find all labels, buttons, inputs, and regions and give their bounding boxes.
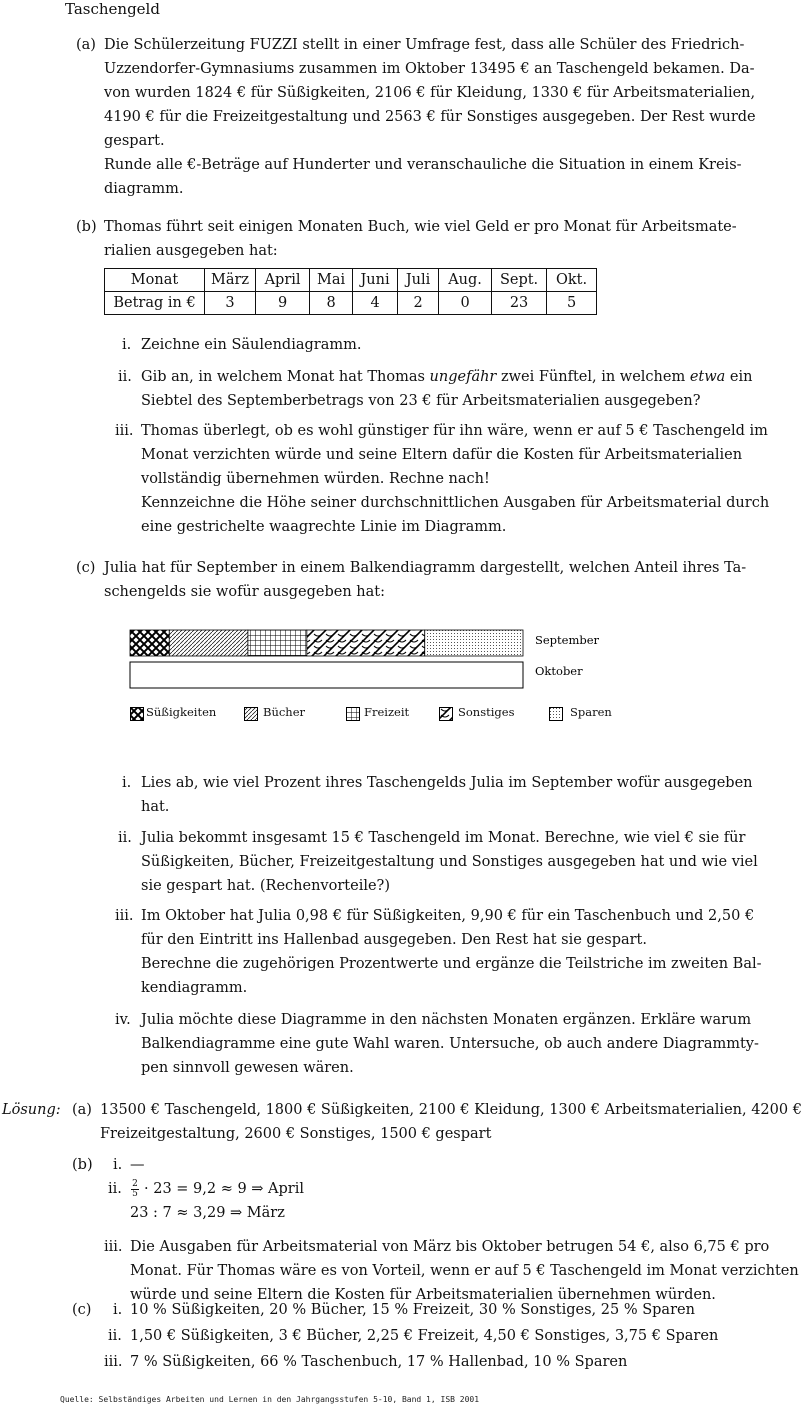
table-cell: 0 <box>439 292 492 315</box>
item-line: eine gestrichelte waagrechte Linie im Diagramm. <box>141 519 507 535</box>
item-label: i. <box>122 337 132 353</box>
fraction-denominator: 5 <box>132 1189 138 1199</box>
table-cell: 2 <box>398 292 439 315</box>
task-c-label: (c) <box>76 560 96 576</box>
solution-item-text <box>130 1235 799 1307</box>
task-b-label: (b) <box>76 219 97 235</box>
item-line: hat. <box>141 799 170 815</box>
september-bar <box>130 630 523 656</box>
task-a-line: von wurden 1824 € für Süßigkeiten, 2106 € für Kleidung, 1330 € für Arbeitsmaterialien, <box>104 85 756 101</box>
table-header-cell: Juli <box>398 269 439 292</box>
item-text-italic: etwa <box>689 369 726 385</box>
solution-item-label: iii. <box>104 1354 123 1370</box>
expense-table <box>104 268 597 315</box>
item-line: sie gespart hat. (Rechenvorteile?) <box>141 878 390 894</box>
solution-line: Monat. Für Thomas wäre es von Vorteil, wenn er auf 5 € Taschengeld im Monat verzichten <box>130 1263 799 1279</box>
task-b-line: rialien ausgegeben hat: <box>104 243 278 259</box>
solution-item-text: 1,50 € Süßigkeiten, 3 € Bücher, 2,25 € Freizeit, 4,50 € Sonstiges, 3,75 € Sparen <box>130 1328 719 1344</box>
solution-line: würde und seine Eltern die Kosten für Arbeitsmaterialien übernehmen würden. <box>130 1287 716 1303</box>
solution-item-label: i. <box>113 1302 123 1318</box>
item-text <box>141 419 770 539</box>
books-swatch-icon <box>244 707 258 721</box>
table-header-cell: Mai <box>310 269 353 292</box>
chart-legend <box>130 704 650 724</box>
segment-other <box>307 630 425 656</box>
item-label: iii. <box>115 908 134 924</box>
task-a-label: (a) <box>76 37 96 53</box>
task-a-text <box>104 33 756 201</box>
table-row <box>105 292 597 315</box>
item-line <box>141 365 753 389</box>
solution-line: Die Ausgaben für Arbeitsmaterial von März bis Oktober betrugen 54 €, also 6,75 € pro <box>130 1239 770 1255</box>
solution-b-label: (b) <box>72 1157 93 1173</box>
task-c-text <box>104 556 747 604</box>
item-label: ii. <box>118 369 132 385</box>
task-a-line: 4190 € für die Freizeitgestaltung und 2563 € für Sonstiges ausgegeben. Der Rest wurde <box>104 109 756 125</box>
table-cell: 23 <box>492 292 547 315</box>
source-note: Quelle: Selbständiges Arbeiten und Lernen in den Jahrgangsstufen 5-10, Band 1, ISB 2001 <box>60 1395 480 1404</box>
oktober-bar <box>130 662 523 688</box>
item-line: Lies ab, wie viel Prozent ihres Taschengelds Julia im September wofür ausgegeben <box>141 775 753 791</box>
worksheet-title: Taschengeld <box>65 0 160 18</box>
solution-item-label: ii. <box>108 1328 122 1344</box>
solution-item-label: iii. <box>104 1239 123 1255</box>
table-header-cell: März <box>205 269 256 292</box>
table-cell: 5 <box>547 292 597 315</box>
item-label: iii. <box>115 423 134 439</box>
item-text <box>141 826 758 898</box>
item-line: Süßigkeiten, Bücher, Freizeitgestaltung und Sonstiges ausgegeben hat und wie viel <box>141 854 758 870</box>
item-line: Monat verzichten würde und seine Eltern dafür die Kosten für Arbeitsmaterialien <box>141 447 743 463</box>
task-a-line: diagramm. <box>104 181 184 197</box>
item-text <box>141 1008 759 1080</box>
item-line: kendiagramm. <box>141 980 248 996</box>
fraction <box>130 1177 140 1201</box>
savings-swatch-icon <box>549 707 563 721</box>
item-line: Thomas überlegt, ob es wohl günstiger für ihn wäre, wenn er auf 5 € Taschengeld im <box>141 423 768 439</box>
legend-leisure: Freizeit <box>364 705 410 719</box>
table-cell: 4 <box>353 292 398 315</box>
item-line: pen sinnvoll gewesen wären. <box>141 1060 354 1076</box>
solution-a-text <box>100 1098 802 1146</box>
solution-item-text: 23 : 7 ≈ 3,29 ⇒ März <box>130 1205 285 1221</box>
solution-heading: Lösung: <box>2 1102 61 1118</box>
solution-item-text: 10 % Süßigkeiten, 20 % Bücher, 15 % Freizeit, 30 % Sonstiges, 25 % Sparen <box>130 1302 695 1318</box>
task-a-line: Runde alle €-Beträge auf Hunderter und veranschauliche die Situation in einem Kreis- <box>104 157 742 173</box>
item-line: Julia möchte diese Diagramme in den nächsten Monaten ergänzen. Erkläre warum <box>141 1012 752 1028</box>
segment-leisure <box>248 630 307 656</box>
table-row <box>105 269 597 292</box>
item-text <box>141 365 753 413</box>
bar-label-september: September <box>535 633 600 647</box>
item-line: Zeichne ein Säulendiagramm. <box>141 337 362 353</box>
item-text <box>141 904 762 1000</box>
solution-line: Freizeitgestaltung, 2600 € Sonstiges, 1500 € gespart <box>100 1126 492 1142</box>
fraction-numerator: 2 <box>132 1179 138 1189</box>
solution-line: 13500 € Taschengeld, 1800 € Süßigkeiten, 2100 € Kleidung, 1300 € Arbeitsmaterialien, 4200 € <box>100 1102 802 1118</box>
item-label: iv. <box>115 1012 131 1028</box>
table-header-cell: Monat <box>105 269 205 292</box>
item-line: Im Oktober hat Julia 0,98 € für Süßigkeiten, 9,90 € für ein Taschenbuch und 2,50 € <box>141 908 755 924</box>
legend-books: Bücher <box>263 705 306 719</box>
task-b-text <box>104 215 737 263</box>
item-line: Siebtel des Septemberbetrags von 23 € für Arbeitsmaterialien ausgegeben? <box>141 393 701 409</box>
item-text-part: zwei Fünftel, in welchem <box>500 369 686 385</box>
table-header-cell: Aug. <box>439 269 492 292</box>
item-text-italic: ungefähr <box>429 369 497 385</box>
solution-item-label: ii. <box>108 1181 122 1197</box>
table-header-cell: Okt. <box>547 269 597 292</box>
table-header-cell: Juni <box>353 269 398 292</box>
task-c-line: Julia hat für September in einem Balkendiagramm dargestellt, welchen Anteil ihres Ta- <box>104 560 747 576</box>
table-header-cell: Sept. <box>492 269 547 292</box>
task-b-line: Thomas führt seit einigen Monaten Buch, wie viel Geld er pro Monat für Arbeitsmate- <box>104 219 737 235</box>
item-label: i. <box>122 775 132 791</box>
solution-item-text: — <box>130 1157 145 1173</box>
leisure-swatch-icon <box>346 707 360 721</box>
segment-books <box>169 630 248 656</box>
solution-item-label: i. <box>113 1157 123 1173</box>
solution-item-text: · 23 = 9,2 ≈ 9 ⇒ April <box>144 1181 305 1197</box>
item-line: für den Eintritt ins Hallenbad ausgegeben. Den Rest hat sie gespart. <box>141 932 647 948</box>
item-line: Berechne die zugehörigen Prozentwerte und ergänze die Teilstriche im zweiten Bal- <box>141 956 762 972</box>
segment-savings <box>425 630 523 656</box>
item-text-part: Gib an, in welchem Monat hat Thomas <box>141 369 425 385</box>
item-text-part: ein <box>729 369 753 385</box>
solution-item-text: 7 % Süßigkeiten, 66 % Taschenbuch, 17 % Hallenbad, 10 % Sparen <box>130 1354 628 1370</box>
sweets-swatch-icon <box>130 707 144 721</box>
legend-other: Sonstiges <box>458 705 515 719</box>
table-cell: 9 <box>256 292 310 315</box>
item-line: vollständig übernehmen würden. Rechne nach! <box>141 471 490 487</box>
item-text <box>141 771 753 819</box>
task-c-line: schengelds sie wofür ausgegeben hat: <box>104 584 385 600</box>
task-a-line: Uzzendorfer-Gymnasiums zusammen im Oktober 13495 € an Taschengeld bekamen. Da- <box>104 61 755 77</box>
task-a-line: Die Schülerzeitung FUZZI stellt in einer Umfrage fest, dass alle Schüler des Friedrich- <box>104 37 745 53</box>
legend-savings: Sparen <box>570 705 612 719</box>
table-header-cell: April <box>256 269 310 292</box>
task-a-line: gespart. <box>104 133 165 149</box>
table-cell: 8 <box>310 292 353 315</box>
item-line: Kennzeichne die Höhe seiner durchschnittlichen Ausgaben für Arbeitsmaterial durch <box>141 495 770 511</box>
legend-sweets: Süßigkeiten <box>146 705 217 719</box>
segment-sweets <box>130 630 169 656</box>
item-line: Julia bekommt insgesamt 15 € Taschengeld im Monat. Berechne, wie viel € sie für <box>141 830 746 846</box>
other-swatch-icon <box>439 707 453 721</box>
item-text <box>141 333 733 357</box>
solution-a-label: (a) <box>72 1102 92 1118</box>
item-line: Balkendiagramme eine gute Wahl waren. Untersuche, ob auch andere Diagrammty- <box>141 1036 759 1052</box>
bar-label-oktober: Oktober <box>535 664 583 678</box>
table-cell: Betrag in € <box>105 292 205 315</box>
table-cell: 3 <box>205 292 256 315</box>
solution-c-label: (c) <box>72 1302 92 1318</box>
item-label: ii. <box>118 830 132 846</box>
